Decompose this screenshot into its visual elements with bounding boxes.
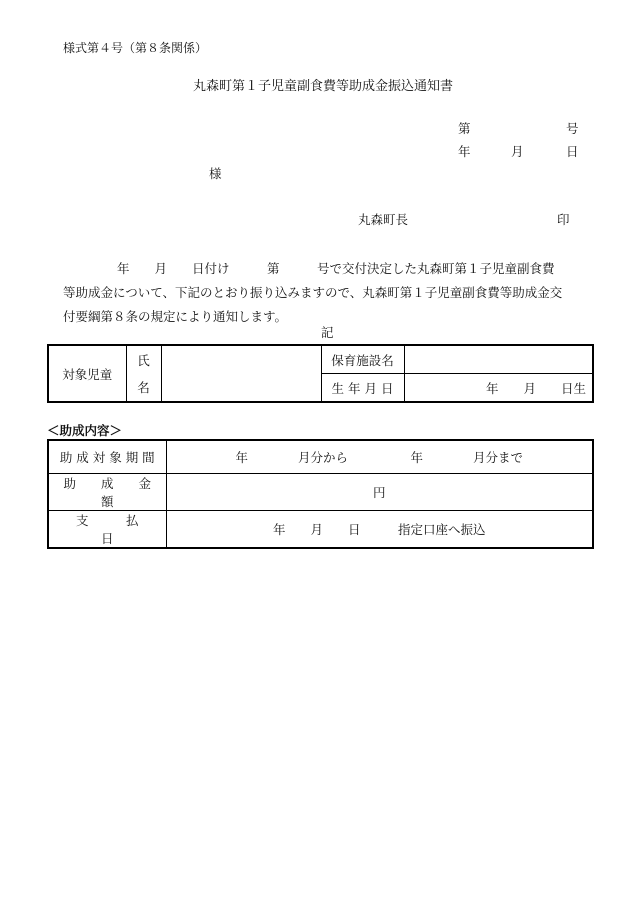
date-month-label: 月 [511,144,524,159]
date-year-label: 年 [458,144,471,159]
body-line-1: 年 月 日付け 第 号で交付決定した丸森町第１子児童副食費 [117,261,555,276]
document-title: 丸森町第１子児童副食費等助成金振込通知書 [193,79,454,94]
ki-heading: 記 [321,325,334,340]
payment-date-label: 支 払 日 [48,511,166,549]
addressee-honorific: 様 [209,166,222,181]
seal-mark: 印 [557,212,570,227]
reference-number-suffix: 号 [566,121,579,136]
target-child-label: 対象児童 [48,345,126,402]
subsidy-amount-value: 円 [166,474,593,511]
subsidy-table [47,439,594,549]
subsidy-period-value: 年 月分から 年 月分まで [166,440,593,474]
name-label-bottom: 名 [126,374,161,403]
name-label-top: 氏 [126,345,161,374]
birthdate-label: 生 年 月 日 [321,374,404,403]
facility-name-field [404,345,593,374]
form-number: 様式第４号（第８条関係） [63,41,208,55]
subsidy-amount-label: 助 成 金 額 [48,474,166,511]
birthdate-field: 年 月 日生 [404,374,593,403]
child-name-field [161,345,321,402]
subsidy-section-heading: ＜助成内容＞ [47,423,123,438]
table-row [48,511,593,549]
body-line-3: 付要綱第８条の規定により通知します。 [63,309,288,324]
table-row [48,440,593,474]
table-row [48,474,593,511]
notice-body [63,257,591,329]
date-day-label: 日 [566,144,579,159]
reference-number-prefix: 第 [458,121,471,136]
child-info-table [47,344,594,403]
issuer-name: 丸森町長 [358,212,409,227]
body-line-2: 等助成金について、下記のとおり振り込みますので、丸森町第１子児童副食費等助成金交 [63,285,563,300]
subsidy-period-label: 助 成 対 象 期 間 [48,440,166,474]
facility-label: 保育施設名 [321,345,404,374]
payment-date-value: 年 月 日 指定口座へ振込 [166,511,593,549]
